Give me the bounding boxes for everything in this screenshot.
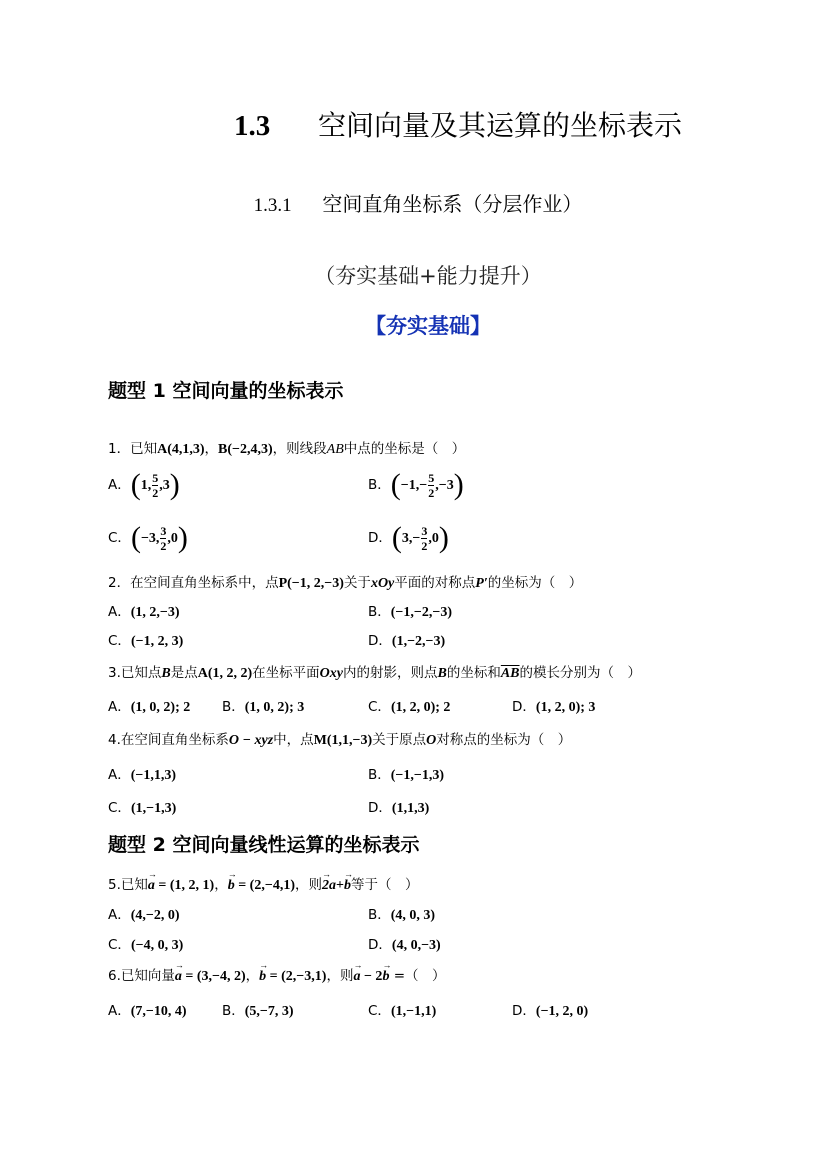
fraction-num: 3 <box>421 523 428 538</box>
option-part: ,0 <box>167 531 178 546</box>
option-value: (4,−2, 0) <box>130 908 180 923</box>
q6-option-a[interactable] <box>108 999 187 1020</box>
q5-option-a[interactable] <box>108 903 180 924</box>
option-label: D． <box>368 633 392 649</box>
q1-suffix: 中点的坐标是（ ） <box>343 441 466 457</box>
option-value: (−1,1,3) <box>130 768 177 783</box>
option-label: A． <box>108 699 131 715</box>
page-subtitle <box>0 188 826 217</box>
q5-expr-op: + <box>335 878 344 893</box>
option-value: (1, 2, 0); 2 <box>390 700 451 715</box>
subtitle-text: 空间直角坐标系（分层作业） <box>322 192 583 216</box>
q2-point-p-prime: P′ <box>475 576 488 591</box>
q1-option-c[interactable]: C．(−3, $\frac{3}{2}$ ,0) <box>108 521 188 554</box>
option-label: A． <box>108 907 131 923</box>
option-value: (−1, 2, 0) <box>535 1004 589 1019</box>
option-label: D． <box>368 800 392 816</box>
option-label: B． <box>368 907 391 923</box>
option-value: (1, 2, 0); 3 <box>535 700 596 715</box>
q4-coordinate-system: O − xyz <box>228 733 274 748</box>
option-label: A． <box>108 1003 131 1019</box>
q4-prefix: 4.在空间直角坐标系 <box>108 732 229 748</box>
q1-option-b[interactable]: B．(−1,− $\frac{5}{2}$ ,−3) <box>368 468 464 501</box>
q5-option-d[interactable] <box>368 933 441 954</box>
option-value: (1, 0, 2); 3 <box>244 700 305 715</box>
option-label: C． <box>108 800 131 816</box>
q1-segment: AB <box>326 442 344 457</box>
option-label: D． <box>512 1003 536 1019</box>
q3-option-b[interactable] <box>222 695 304 716</box>
q4-text: 关于原点 <box>372 732 427 748</box>
q5-suffix: 等于（ ） <box>350 877 419 893</box>
q5-expr-a: → 2a <box>322 878 336 894</box>
q5-option-b[interactable] <box>368 903 435 924</box>
option-label: B． <box>222 699 245 715</box>
q6-expr-b: → b <box>382 969 389 985</box>
question-3 <box>108 661 641 682</box>
q4-suffix: 对称点的坐标为（ ） <box>436 732 572 748</box>
option-label: D． <box>368 530 392 546</box>
q4-text: 中，点 <box>273 732 314 748</box>
question-4 <box>108 728 571 749</box>
option-label: A． <box>108 604 131 620</box>
q3-point-a: A(1, 2, 2) <box>197 666 253 681</box>
section-banner: 【夯实基础】 <box>365 314 491 338</box>
q2-text: 平面的对称点 <box>394 575 476 591</box>
q2-option-d[interactable] <box>368 629 445 650</box>
option-label: C． <box>108 937 131 953</box>
title-text: 空间向量及其运算的坐标表示 <box>318 109 683 142</box>
q2-plane: xOy <box>370 576 395 591</box>
q5-vector-a: → a <box>148 878 155 894</box>
q6-suffix: =（ ） <box>389 968 446 984</box>
q2-suffix: 的坐标为（ ） <box>487 575 583 591</box>
q4-point-m: M(1,1,−3) <box>313 733 373 748</box>
q5-vector-b: → b <box>228 878 235 894</box>
option-value: (1,−2,−3) <box>391 634 446 649</box>
q5-vector-a-value: = (1, 2, 1) <box>154 878 215 893</box>
option-label: A． <box>108 767 131 783</box>
q5-sep: ， <box>214 877 228 893</box>
option-part: ,3 <box>159 478 170 493</box>
question-1 <box>108 437 465 458</box>
section-title: 空间向量的坐标表示 <box>172 380 344 402</box>
question-5 <box>108 873 418 894</box>
fraction-num: 5 <box>428 470 435 485</box>
option-value: (−1,−1,3) <box>390 768 445 783</box>
subtitle-number: 1.3.1 <box>253 195 292 216</box>
option-part: −3, <box>140 531 160 546</box>
option-value: (4, 0, 3) <box>390 908 436 923</box>
q1-option-d[interactable]: D．(3,− $\frac{3}{2}$ ,0) <box>368 521 449 554</box>
option-label: C． <box>108 633 131 649</box>
q4-option-a[interactable] <box>108 763 176 784</box>
page-title <box>0 104 826 144</box>
q6-sep: ， <box>245 968 260 984</box>
q5-prefix: 5.已知 <box>108 877 148 893</box>
q4-option-b[interactable] <box>368 763 444 784</box>
section-number: 题型 1 <box>108 380 166 402</box>
fraction-den: 2 <box>160 538 167 553</box>
q2-option-a[interactable] <box>108 600 180 621</box>
option-part: ,0 <box>428 531 439 546</box>
q6-text: ，则 <box>326 968 354 984</box>
q3-plane: Oxy <box>319 666 343 681</box>
q3-text: 在坐标平面 <box>252 665 320 681</box>
option-label: D． <box>368 937 392 953</box>
q1-sep: ， <box>204 441 219 457</box>
q5-vector-b-value: = (2,−4,1) <box>234 878 295 893</box>
section-number: 题型 2 <box>108 834 166 856</box>
fraction-num: 3 <box>160 523 167 538</box>
option-part: 3,− <box>401 531 421 546</box>
q3-text: 的坐标和 <box>446 665 501 681</box>
fraction-den: 2 <box>152 485 159 500</box>
q6-option-c[interactable] <box>368 999 436 1020</box>
option-value: (1,−1,3) <box>130 801 177 816</box>
option-value: (−1,−2,−3) <box>390 605 453 620</box>
question-6 <box>108 964 446 985</box>
q4-origin: O <box>426 733 437 748</box>
q4-option-d[interactable] <box>368 796 429 817</box>
fraction <box>152 472 158 499</box>
q5-expr-b: → b <box>344 878 351 894</box>
q3-text: 是点 <box>170 665 198 681</box>
q6-option-b[interactable] <box>222 999 294 1020</box>
option-value: (1, 2,−3) <box>130 605 180 620</box>
option-value: (1, 0, 2); 2 <box>130 700 191 715</box>
q2-option-b[interactable] <box>368 600 452 621</box>
q2-point-p: P(−1, 2,−3) <box>278 576 344 591</box>
option-label: D． <box>512 699 536 715</box>
option-label: C． <box>368 699 391 715</box>
fraction-den: 2 <box>428 485 435 500</box>
q3-suffix: 的模长分别为（ ） <box>519 665 642 681</box>
q2-prefix: 2．在空间直角坐标系中，点 <box>108 575 279 591</box>
option-value: (−1, 2, 3) <box>130 634 184 649</box>
fraction <box>160 525 166 552</box>
section-heading-2 <box>108 830 419 857</box>
option-part: 1, <box>140 478 152 493</box>
q4-option-c[interactable] <box>108 796 176 817</box>
option-value: (5,−7, 3) <box>244 1004 294 1019</box>
q3-option-a[interactable] <box>108 695 190 716</box>
q5-text: ，则 <box>294 877 322 893</box>
q3-option-c[interactable] <box>368 695 450 716</box>
q6-vector-a: → a <box>175 969 182 985</box>
fraction <box>428 472 434 499</box>
option-label: B． <box>368 767 391 783</box>
option-label: B． <box>368 477 391 493</box>
q6-expr-op: − 2 <box>360 969 383 984</box>
q1-point-a: A(4,1,3) <box>157 442 205 457</box>
option-part: ,−3 <box>435 478 454 493</box>
option-label: A． <box>108 477 131 493</box>
q1-prefix: 1．已知 <box>108 441 158 457</box>
q3-point-b: B <box>161 666 171 681</box>
q3-point-b: B <box>437 666 447 681</box>
q3-vector-ab: $\overline{AB}$ <box>500 666 520 681</box>
option-value: (1,−1,1) <box>390 1004 437 1019</box>
option-label: B． <box>368 604 391 620</box>
section-heading-1 <box>108 376 343 403</box>
q6-vector-b: → b <box>259 969 266 985</box>
q3-prefix: 3.已知点 <box>108 665 162 681</box>
q6-vector-b-value: = (2,−3,1) <box>266 969 327 984</box>
q2-text: 关于 <box>343 575 371 591</box>
q6-option-d[interactable] <box>512 999 588 1020</box>
fraction-num: 5 <box>152 470 159 485</box>
q5-option-c[interactable] <box>108 933 183 954</box>
q6-prefix: 6.已知向量 <box>108 968 175 984</box>
option-value: (−4, 0, 3) <box>130 938 184 953</box>
q6-expr-a: → a <box>353 969 360 985</box>
option-value: (7,−10, 4) <box>130 1004 187 1019</box>
fraction-den: 2 <box>421 538 428 553</box>
q1-text: ，则线段 <box>272 441 327 457</box>
q6-vector-a-value: = (3,−4, 2) <box>181 969 246 984</box>
q1-point-b: B(−2,4,3) <box>218 442 273 457</box>
option-label: C． <box>108 530 131 546</box>
question-2 <box>108 571 582 592</box>
section-title: 空间向量线性运算的坐标表示 <box>172 834 420 856</box>
option-value: (1,1,3) <box>391 801 430 816</box>
option-value: (4, 0,−3) <box>391 938 441 953</box>
q1-option-a[interactable]: A．(1, $\frac{5}{2}$ ,3) <box>108 468 180 501</box>
option-label: B． <box>222 1003 245 1019</box>
level-note: （夯实基础+能力提升） <box>314 264 542 288</box>
q2-option-c[interactable] <box>108 629 183 650</box>
title-number: 1.3 <box>233 110 271 142</box>
option-part: −1,− <box>400 478 428 493</box>
q3-option-d[interactable] <box>512 695 595 716</box>
option-label: C． <box>368 1003 391 1019</box>
fraction <box>421 525 427 552</box>
q3-text: 内的射影，则点 <box>343 665 438 681</box>
